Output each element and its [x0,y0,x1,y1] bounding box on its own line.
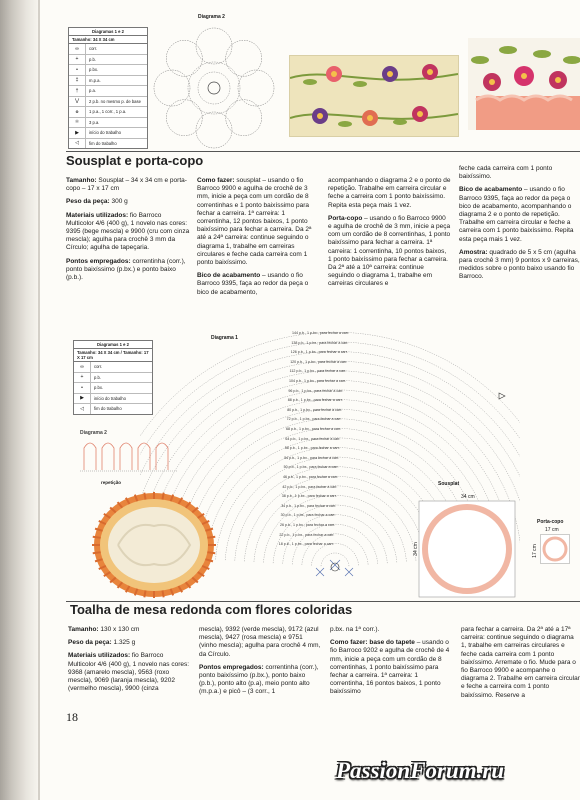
repeat-label: repetição [101,480,122,485]
paragraph-text: p.bx. na 1ª corr.). [330,626,380,633]
paragraph [197,177,320,267]
coaster-fringe [93,552,101,553]
row-count-label: 68 p.b., 1 p.bx., para fechar a carr. [286,427,341,431]
legend-size: Tamanho: 34 X 34 cm / Tamanho: 17 X 17 cm [74,349,152,362]
paragraph [328,215,451,289]
text-column-2b [199,626,321,702]
row-count-label: 18 p.b., 1 p.bx., para fechar a carr. [278,542,334,547]
paragraph-text: sousplat – usando o fio Barroco 9900 e agulha de crochê de 3 mm, inicie a peça com um cordão de 8 correntinhas e 1 ponto baixíssimo para fechar a carreira. 1ª carreira: 1 correntinha, 12 pontos baixos, 1 ponto baixíssimo para fechar a carreira. Da 2ª até a 24ª carreira: continue seguindo o diagrama 1, trabalhe em carreiras circulares e feche cada carreira com 1 ponto baixíssimo. [197,177,312,267]
portacopo-schematic [540,534,570,564]
legend-text: fim do trabalho [89,140,117,146]
row-count-label: 112 p.b., 1 p.bx., para fechar a carr. [289,369,347,374]
legend-text: p.bx. [89,67,99,73]
row-count-label: 104 p.b., 1 p.bx., para fechar a carr. [289,379,346,383]
paragraph-text: fio Barroco Multicolor 4/6 (400 g), 1 novelo nas cores: 9395 (bege mescla) e 9900 (cru com cinza mescla); agulha para crochê 3 mm da Círculo; agulha de tapeçaria. [66,211,190,252]
row-count-label: 144 p.b., 1 p.bx., para fechar a carr. [292,331,349,335]
legend-text: corr. [89,46,98,52]
flower-closeup-photo [468,38,580,130]
paragraph-heading: Como fazer: [197,177,235,184]
sousplat-width: 34 cm [461,494,475,500]
paragraph [66,212,190,253]
row-count-label: 120 p.b., 1 p.bx., para fechar a carr. [290,359,348,364]
row-count-label: 126 p.b., 1 p.bx., para fechar a carr. [290,350,348,355]
legend-row [69,55,147,66]
paragraph [459,249,580,282]
paragraph [328,177,451,210]
row-count-label: 64 p.b., 1 p.bx., para fechar a carr. [285,436,341,441]
legend-symbol-icon: ▶ [69,128,86,138]
legend-row [69,44,147,55]
text-column-2 [197,177,320,302]
coaster-photo [92,490,222,600]
chart-round-arc [311,543,358,565]
edging-diagram [80,438,180,476]
coaster-fringe [162,590,163,597]
watermark: PassionForum.ru [336,758,505,783]
row-count-label: 96 p.b., 1 p.bx., para fechar a carr. [288,388,344,393]
legend-text: 2 p.b. no mesmo p. de base [89,98,141,104]
legend-text: 1 p.a., 1 corr., 1 p.a. [89,109,127,115]
doily-petal [226,100,262,136]
legend-symbol-icon: • [74,383,91,393]
text-column-4 [459,165,580,287]
paragraph-text: correntinha (corr.), ponto baixíssimo (p.bx.) e ponto baixo (p.b.). [66,257,186,282]
paragraph-heading: Como fazer: base do tapete [330,639,415,647]
coaster-fringe [144,493,145,500]
legend-row [69,97,147,108]
legend-text: fim do trabalho [94,406,122,412]
legend-row [69,65,147,76]
paragraph-text: Sousplat – 34 x 34 cm e porta-copo – 17 x 17 cm [66,177,187,193]
paragraph [199,626,321,659]
coaster-fringe [162,493,163,500]
text-column-3b [330,626,452,702]
text-column-3 [328,177,451,294]
paragraph [199,664,321,697]
paragraph [66,258,190,283]
legend-symbol-icon: + [69,55,86,65]
row-count-label: 138 p.b., 1 p.bx., para fechar a carr. [291,340,349,345]
legend-symbol-icon: + [74,373,91,383]
legend-row [69,128,147,139]
legend-symbol-icon: ꙩ [69,107,86,117]
paragraph [461,626,580,700]
coaster-fringe [144,590,145,597]
doily-petal [226,40,262,76]
paragraph [68,639,192,647]
doily-petal [154,70,190,106]
portacopo-height: 17 cm [531,544,538,558]
legend-symbol-icon: ∞ [69,44,86,54]
legend-symbol-icon: ◁ [69,139,86,149]
row-count-label: 80 p.b., 1 p.bx., para fechar a carr. [287,407,343,412]
legend-symbol-icon: † [69,86,86,96]
legend-symbol-icon: ∞ [74,362,91,372]
legend-text: m.p.a. [89,77,101,83]
legend-row [69,76,147,87]
paragraph-text: correntinha (corr.), ponto baixíssimo (p.bx.), ponto baixo (p.b.), ponto alto (p.a), meio ponto alto (m.p.a.) e picô – (3 corr., 1 [199,663,319,696]
text-column-1 [66,177,190,287]
paragraph-text: – usando o fio Barroco 9900 e agulha de crochê de 3 mm, inicie a peça com um cordão de 8 correntinhas, 1 ponto baixíssimo para fechar a carreira. 1ª carreira: 1 correntinha, 10 pontos baixos, 1 ponto baixíssimo para fechar a carreira. Da 2ª até a 10ª carreira: continue seguindo o diagrama 1, trabalhe em carreiras circulares e [328,214,451,288]
diagram2-label: Diagrama 2 [198,14,225,20]
paragraph-text: 130 x 130 cm [98,626,140,633]
embroidered-flowers-photo [289,55,459,137]
paragraph-heading: Bico de acabamento [197,272,261,280]
legend-rows [69,44,147,148]
doily-petal [238,70,274,106]
text-column-1b [68,626,192,698]
row-count-label: 34 p.b., 1 p.bx., para fechar a carr. [281,503,337,508]
paragraph-text: para fechar a carreira. Da 2ª até a 17ª carreira: continue seguindo o diagrama 1, trabalhe em carreiras circulares e feche cada carreira com 1 ponto baixíssimo. Arremate o fio. Mude para o fio Barroco 9900 e acompanhe o diagrama 2. Trabalhe em carreira circular e feche a carreira com 1 ponto baixíssimo. Reserve a [461,626,580,699]
paragraph-text: – usando o fio Barroco 9202 e agulha de crochê de 4 mm, inicie a peça com um cordão de 8 correntinhas, 1 ponto baixíssimo para fechar a carreira. 1ª carreira: 1 correntinha, 16 pontos baixos, 1 ponto baixíssimo [330,639,450,696]
row-count-label: 54 p.b., 1 p.bx., para fechar a carr. [284,455,340,460]
paragraph-heading: Materiais utilizados: [66,211,129,219]
legend-text: corr. [94,364,103,370]
paragraph-text: quadrado de 5 x 5 cm (agulha para crochê 3 mm) 9 pontos x 9 carreiras, medidos sobre o ponto baixo usando fio Barroco. [459,248,580,281]
section-rule [66,151,580,152]
chart-round-arc [280,513,388,564]
diagram2-label-middle: Diagrama 2 [80,430,107,436]
portacopo-width: 17 cm [545,527,559,533]
legend-size: Tamanho: 34 X 34 cm [69,36,147,44]
portacopo-label: Porta-copo [537,519,564,525]
row-count-label: 72 p.b., 1 p.bx., para fechar a carr. [286,417,342,422]
doily-petal [196,112,232,148]
paragraph-text: 300 g [109,198,128,206]
row-count-label: 22 p.b., 1 p.bx., para fechar a carr. [279,532,335,537]
paragraph-heading: Peso da peça: [66,198,110,206]
legend-row [69,107,147,118]
text-column-4b [461,626,580,705]
paragraph-heading: Materiais utilizados: [68,652,131,660]
paragraph-heading: Peso da peça: [68,639,112,647]
legend-symbol-icon: ◁ [74,404,91,414]
paragraph-text: 1.325 g [111,639,136,647]
paragraph-heading: Bico de acabamento [459,186,523,194]
doily-petal [166,40,202,76]
legend-row [69,118,147,129]
flower-doily-diagram [150,24,278,152]
row-count-label: 88 p.b., 1 p.bx., para fechar a carr. [287,398,343,403]
legend-text: 3 p.a. [89,119,100,125]
book-binding [0,0,38,800]
paragraph-text: acompanhando o diagrama 2 e o ponto de repetição. Trabalhe em carreira circular e feche a carreira com 1 ponto baixíssimo. Repita esta peça mais 1 vez. [328,177,451,209]
paragraph [66,177,190,193]
row-count-label: 30 p.b., 1 p.bx., para fechar a carr. [280,513,336,518]
legend-text: p.bx. [94,385,104,391]
sousplat-schematic [418,500,516,598]
coaster-fringe [93,537,101,538]
page-number: 18 [66,710,78,724]
legend-title: Diagramas 1 e 2 [74,341,152,349]
legend-diagrams-1-2 [68,27,148,149]
legend-row [69,86,147,97]
doily-petal [196,28,232,64]
paragraph-heading: Tamanho: [68,626,99,633]
legend-symbol-icon: ▶ [74,394,91,404]
legend-symbol-icon: ‡ [69,76,86,86]
doily-petal [166,100,202,136]
paragraph [330,626,452,634]
legend-symbol-icon: ⋁ [69,97,86,107]
legend-text: p.b. [94,374,101,380]
legend-text: p.a. [89,88,96,94]
sousplat-height: 34 cm [412,542,419,556]
paragraph-text: fio Barroco Multicolor 4/6 (400 g), 1 novelo nas cores: 9368 (amarelo mescla), 9563 (roxo mescla), 9069 (laranja mescla), 9202 (vermelho mescla), 9900 (cinza [68,652,190,693]
legend-text: início do trabalho [89,130,121,136]
chart-round-arc [321,553,349,566]
legend-row [69,139,147,149]
legend-text: início do trabalho [94,395,126,401]
row-count-label: 26 p.b., 1 p.bx., para fechar a carr. [280,523,335,527]
row-count-label: 46 p.b., 1 p.bx., para fechar a carr. [283,475,338,479]
section-title-toalha: Toalha de mesa redonda com flores coloridas [70,602,353,617]
paragraph-heading: Pontos empregados: [66,257,131,265]
paragraph [68,626,192,634]
paragraph [66,198,190,206]
sousplat-label: Sousplat [438,481,460,487]
legend-symbol-icon: • [69,65,86,75]
paragraph-text: – usando o fio Barroco 9395, faça ao redor da peça o bico de acabamento, [197,272,309,296]
legend-symbol-icon: ⚛ [69,118,86,128]
paragraph-heading: Tamanho: [66,177,97,184]
row-count-label: 50 p.b., 1 p.bx., para fechar a carr. [283,465,339,470]
coaster-fringe [207,552,215,553]
paragraph [459,165,580,181]
paragraph [330,639,452,696]
paragraph-text: mescla), 9392 (verde mescla), 9172 (azul mescla), 9427 (rosa mescla) e 9751 (vinho mescla); agulha para crochê 4 mm, da Círculo. [199,626,321,658]
paragraph-heading: Amostra: [459,248,488,256]
paragraph-heading: Pontos empregados: [199,663,264,671]
paragraph-text: feche cada carreira com 1 ponto baixíssimo. [459,165,553,181]
diagram1-label: Diagrama 1 [211,335,238,341]
legend-title: Diagramas 1 e 2 [69,28,147,36]
paragraph-heading: Porta-copo [328,214,363,222]
paragraph [459,186,580,243]
section-title-sousplat: Sousplat e porta-copo [66,153,204,168]
binding-edge [38,0,40,800]
row-count-label: 58 p.b., 1 p.bx., para fechar a carr. [284,446,340,451]
coaster-fringe [207,537,215,538]
chart-round-arc [302,534,368,565]
legend-text: p.b. [89,56,96,62]
row-count-label: 42 p.b., 1 p.bx., para fechar a carr. [282,484,338,489]
paragraph [197,272,320,297]
row-count-label: 38 p.b., 1 p.bx., para fechar a carr. [281,494,337,499]
paragraph-text: – usando o fio Barroco 9395, faça ao redor da peça o bico de acabamento, acompanhando o diagrama 2 e o ponto de repetição. Trabalhe em carreira circular e feche a carreira com 1 ponto baixíssimo. Repita esta peça mais 1 vez. [459,186,574,243]
paragraph [68,652,192,693]
